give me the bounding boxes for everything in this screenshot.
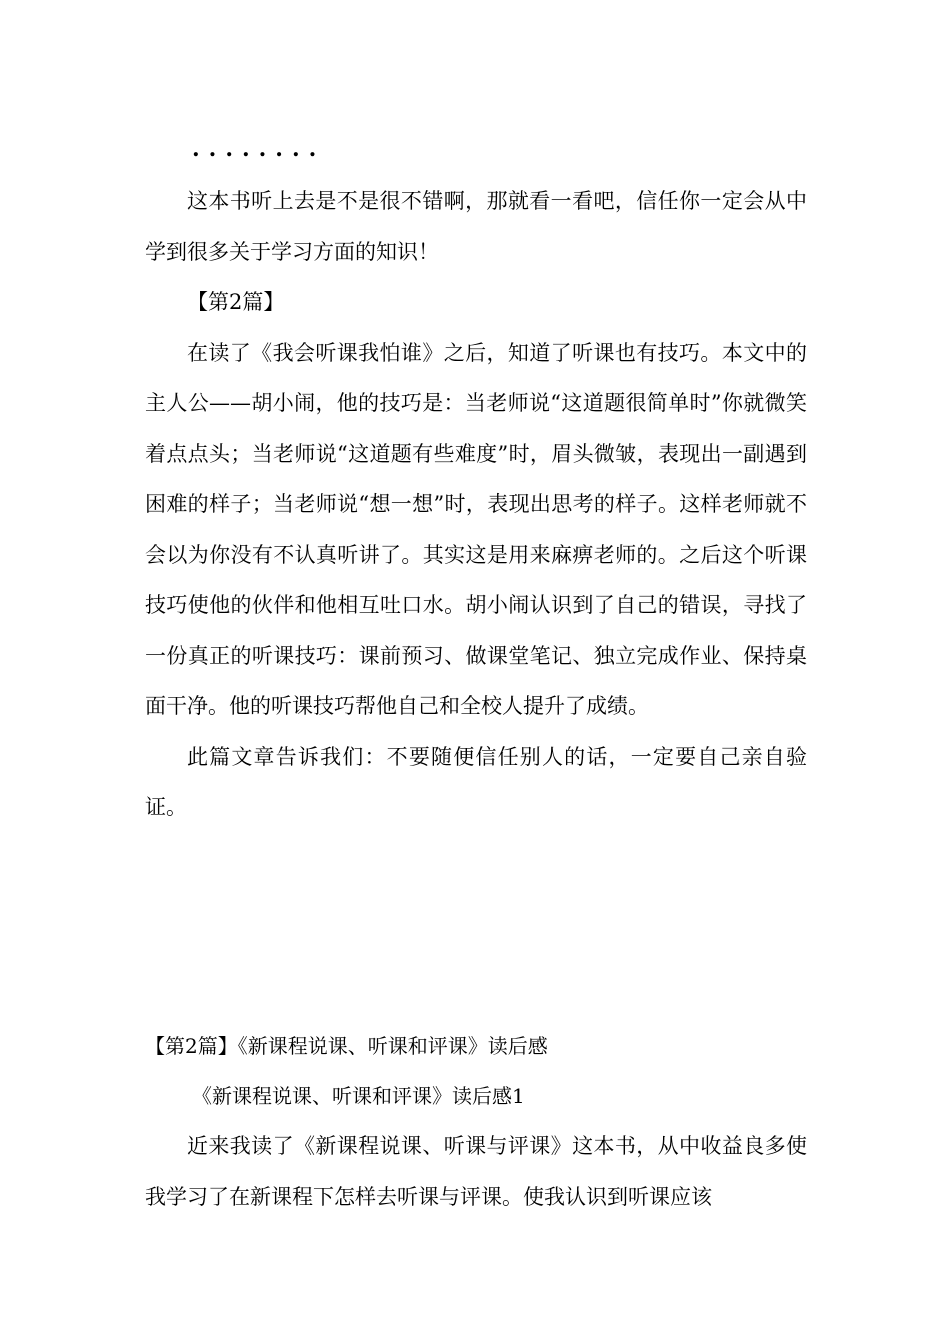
body-paragraph: 在读了《我会听课我怕谁》之后，知道了听课也有技巧。本文中的主人公——胡小闹，他的技巧是：当老师说“这道题很简单时”你就微笑着点点头；当老师说“这道题有些难度”时，眉头微皱，表现出一副遇到困难的样子；当老师说“想一想”时，表现出思考的样子。这样老师就不会以为你没有不认真听讲了。其实这是用来麻痹老师的。之后这个听课技巧使他的伙伴和他相互吐口水。胡小闹认识到了自己的错误，寻找了一份真正的听课技巧：课前预习、做课堂笔记、独立完成作业、保持桌面干净。他的听课技巧帮他自己和全校人提升了成绩。: [145, 340, 807, 718]
section-paragraph: 近来我读了《新课程说课、听课与评课》这本书，从中收益良多使我学习了在新课程下怎样去听课与评课。使我认识到听课应该: [145, 1134, 807, 1209]
intro-paragraph: 这本书听上去是不是很不错啊，那就看一看吧，信任你一定会从中学到很多关于学习方面的知识！: [145, 189, 807, 264]
section-title: 【第2篇】《新课程说课、听课和评课》读后感: [145, 1034, 548, 1058]
conclusion-paragraph: 此篇文章告诉我们：不要随便信任别人的话，一定要自己亲自验证。: [145, 744, 807, 819]
ellipsis-line: ........: [192, 136, 326, 162]
lower-text-block: [145, 1121, 807, 1222]
part-heading: 【第2篇】: [187, 290, 285, 314]
upper-text-block: [145, 176, 807, 833]
section-subtitle: 《新课程说课、听课和评课》读后感1: [192, 1084, 525, 1108]
